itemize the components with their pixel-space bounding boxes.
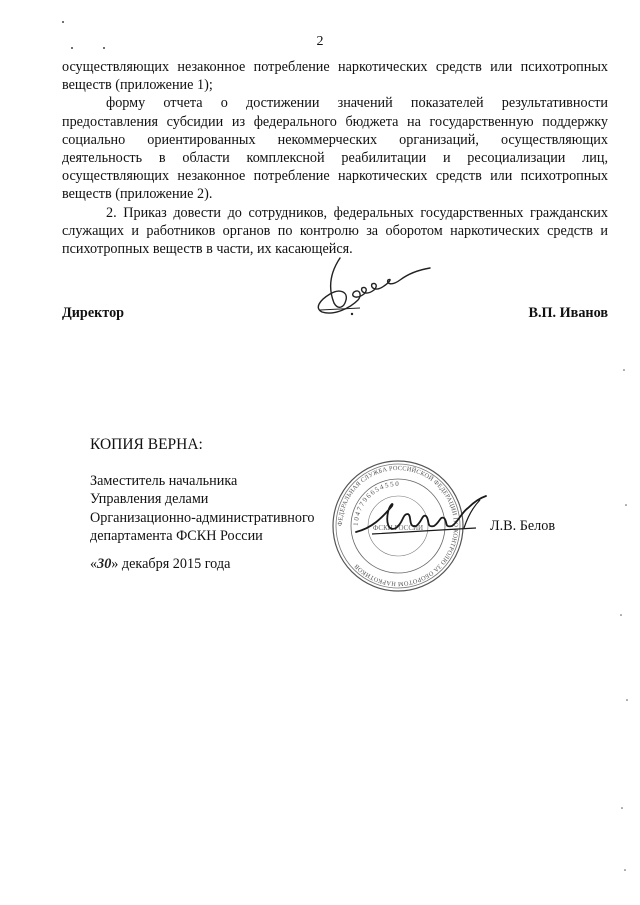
- copy-line-1: Заместитель начальника: [90, 472, 238, 489]
- director-position: Директор: [62, 305, 125, 321]
- seal-number: 1047796654550: [351, 479, 401, 527]
- date-open-quote: «: [90, 556, 98, 572]
- director-signature: [300, 248, 450, 328]
- copy-date: [90, 556, 230, 573]
- paragraph-1: осуществляющих незаконное потребление наркотических средств или психотропных веществ (приложение 1);: [62, 59, 608, 94]
- seal-inner-text: ФСКН РОССИИ: [372, 524, 424, 532]
- belov-signature: [352, 488, 492, 548]
- copy-line-2: Управления делами: [90, 491, 209, 507]
- copy-title: КОПИЯ ВЕРНА:: [90, 436, 203, 453]
- copy-signer-name: Л.В. Белов: [490, 518, 556, 534]
- date-rest: » декабря 2015 года: [111, 556, 231, 572]
- page-number: 2: [316, 34, 324, 49]
- paragraph-2: форму отчета о достижении значений показателей результативности предоставления субсидии из федерального бюджета на государственную поддержку социально ориентированных некоммерческих организаций, осуществляющих деятельность в области комплексной реабилитации и ресоциализации лиц, осуществляющих незаконное потребление наркотических средств или психотропных веществ (приложение 2).: [62, 95, 608, 203]
- copy-certification: [90, 436, 315, 546]
- copy-line-3: Организационно-административного: [90, 509, 315, 526]
- paragraph-3: 2. Приказ довести до сотрудников, федеральных государственных гражданских служащих и работников органов по контролю за оборотом наркотических средств и психотропных веществ в части, их касающейся.: [62, 204, 608, 258]
- body-text: [62, 58, 608, 258]
- copy-line-4: департамента ФСКН России: [90, 528, 263, 544]
- director-name: В.П. Иванов: [528, 305, 608, 321]
- date-day-handwritten: 30: [97, 556, 112, 572]
- seal-outer-text: ФЕДЕРАЛЬНАЯ СЛУЖБА РОССИЙСКОЙ ФЕДЕРАЦИИ ПО КОНТРОЛЮ ЗА ОБОРОТОМ НАРКОТИКОВ: [336, 464, 460, 588]
